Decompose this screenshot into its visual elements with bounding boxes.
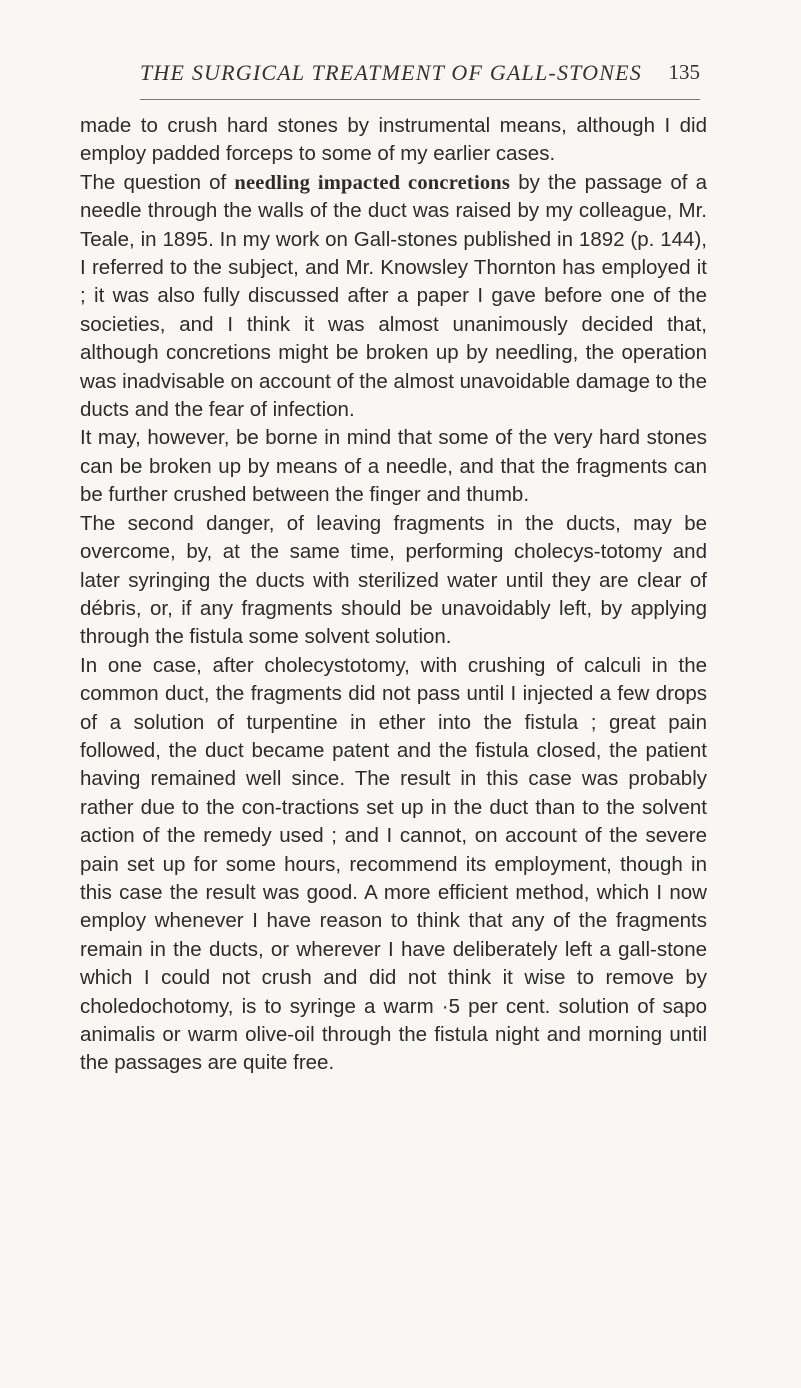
paragraph-4 (80, 510, 707, 652)
running-head (140, 60, 700, 90)
paragraph-2-lead: The question of (80, 170, 235, 194)
paragraph-1-text: made to crush hard stones by instrumental means, although I did employ padded forceps to some of my earlier cases. (80, 114, 707, 166)
paragraph-1 (80, 112, 707, 169)
paragraph-4-text: The second danger, of leaving fragments in the ducts, may be overcome, by, at the same time, performing cholecys-totomy and later syringing the ducts with sterilized water until they are clear of débris, or, if any fragments should be unavoidably left, by applying through the fistula some solvent solution. (80, 511, 707, 649)
paragraph-3-text: It may, however, be borne in mind that some of the very hard stones can be broken up by means of a needle, and that the fragments can be further crushed between the finger and thumb. (80, 426, 707, 507)
paragraph-2-bold-term: needling impacted concretions (234, 171, 511, 194)
header-rule (140, 99, 700, 100)
paragraph-2-rest: by the passage of a needle through the walls of the duct was raised by my colleague, Mr. Teale, in 1895. In my work on Gall-stones published in 1892 (p. 144), I referred to the subject, and Mr. Knowsley Thornton has employed it ; it was also fully discussed after a paper I gave before one of the societies, and I think it was almost unanimously decided that, although concretions might be broken up by needling, the operation was inadvisable on account of the almost unavoidable damage to the ducts and the fear of infection. (80, 170, 707, 422)
page-number: 135 (668, 60, 700, 84)
body-text (80, 112, 707, 1078)
paragraph-3 (80, 424, 707, 509)
paragraph-2 (80, 169, 707, 425)
paragraph-5-text: In one case, after cholecystotomy, with crushing of calculi in the common duct, the fragments did not pass until I injected a few drops of a solution of turpentine in ether into the fistula ; great pain followed, the duct became patent and the fistula closed, the patient having remained well since. The result in this case was probably rather due to the con-tractions set up in the duct than to the solvent action of the remedy used ; and I cannot, on account of the severe pain set up for some hours, recommend its employment, though in this case the result was good. A more efficient method, which I now employ whenever I have reason to think that any of the fragments remain in the ducts, or wherever I have deliberately left a gall-stone which I could not crush and did not think it wise to remove by choledochotomy, is to syringe a warm ·5 per cent. solution of sapo animalis or warm olive-oil through the fistula night and morning until the passages are quite free. (80, 653, 707, 1075)
paragraph-5 (80, 652, 707, 1078)
running-title: THE SURGICAL TREATMENT OF GALL-STONES (140, 60, 642, 85)
